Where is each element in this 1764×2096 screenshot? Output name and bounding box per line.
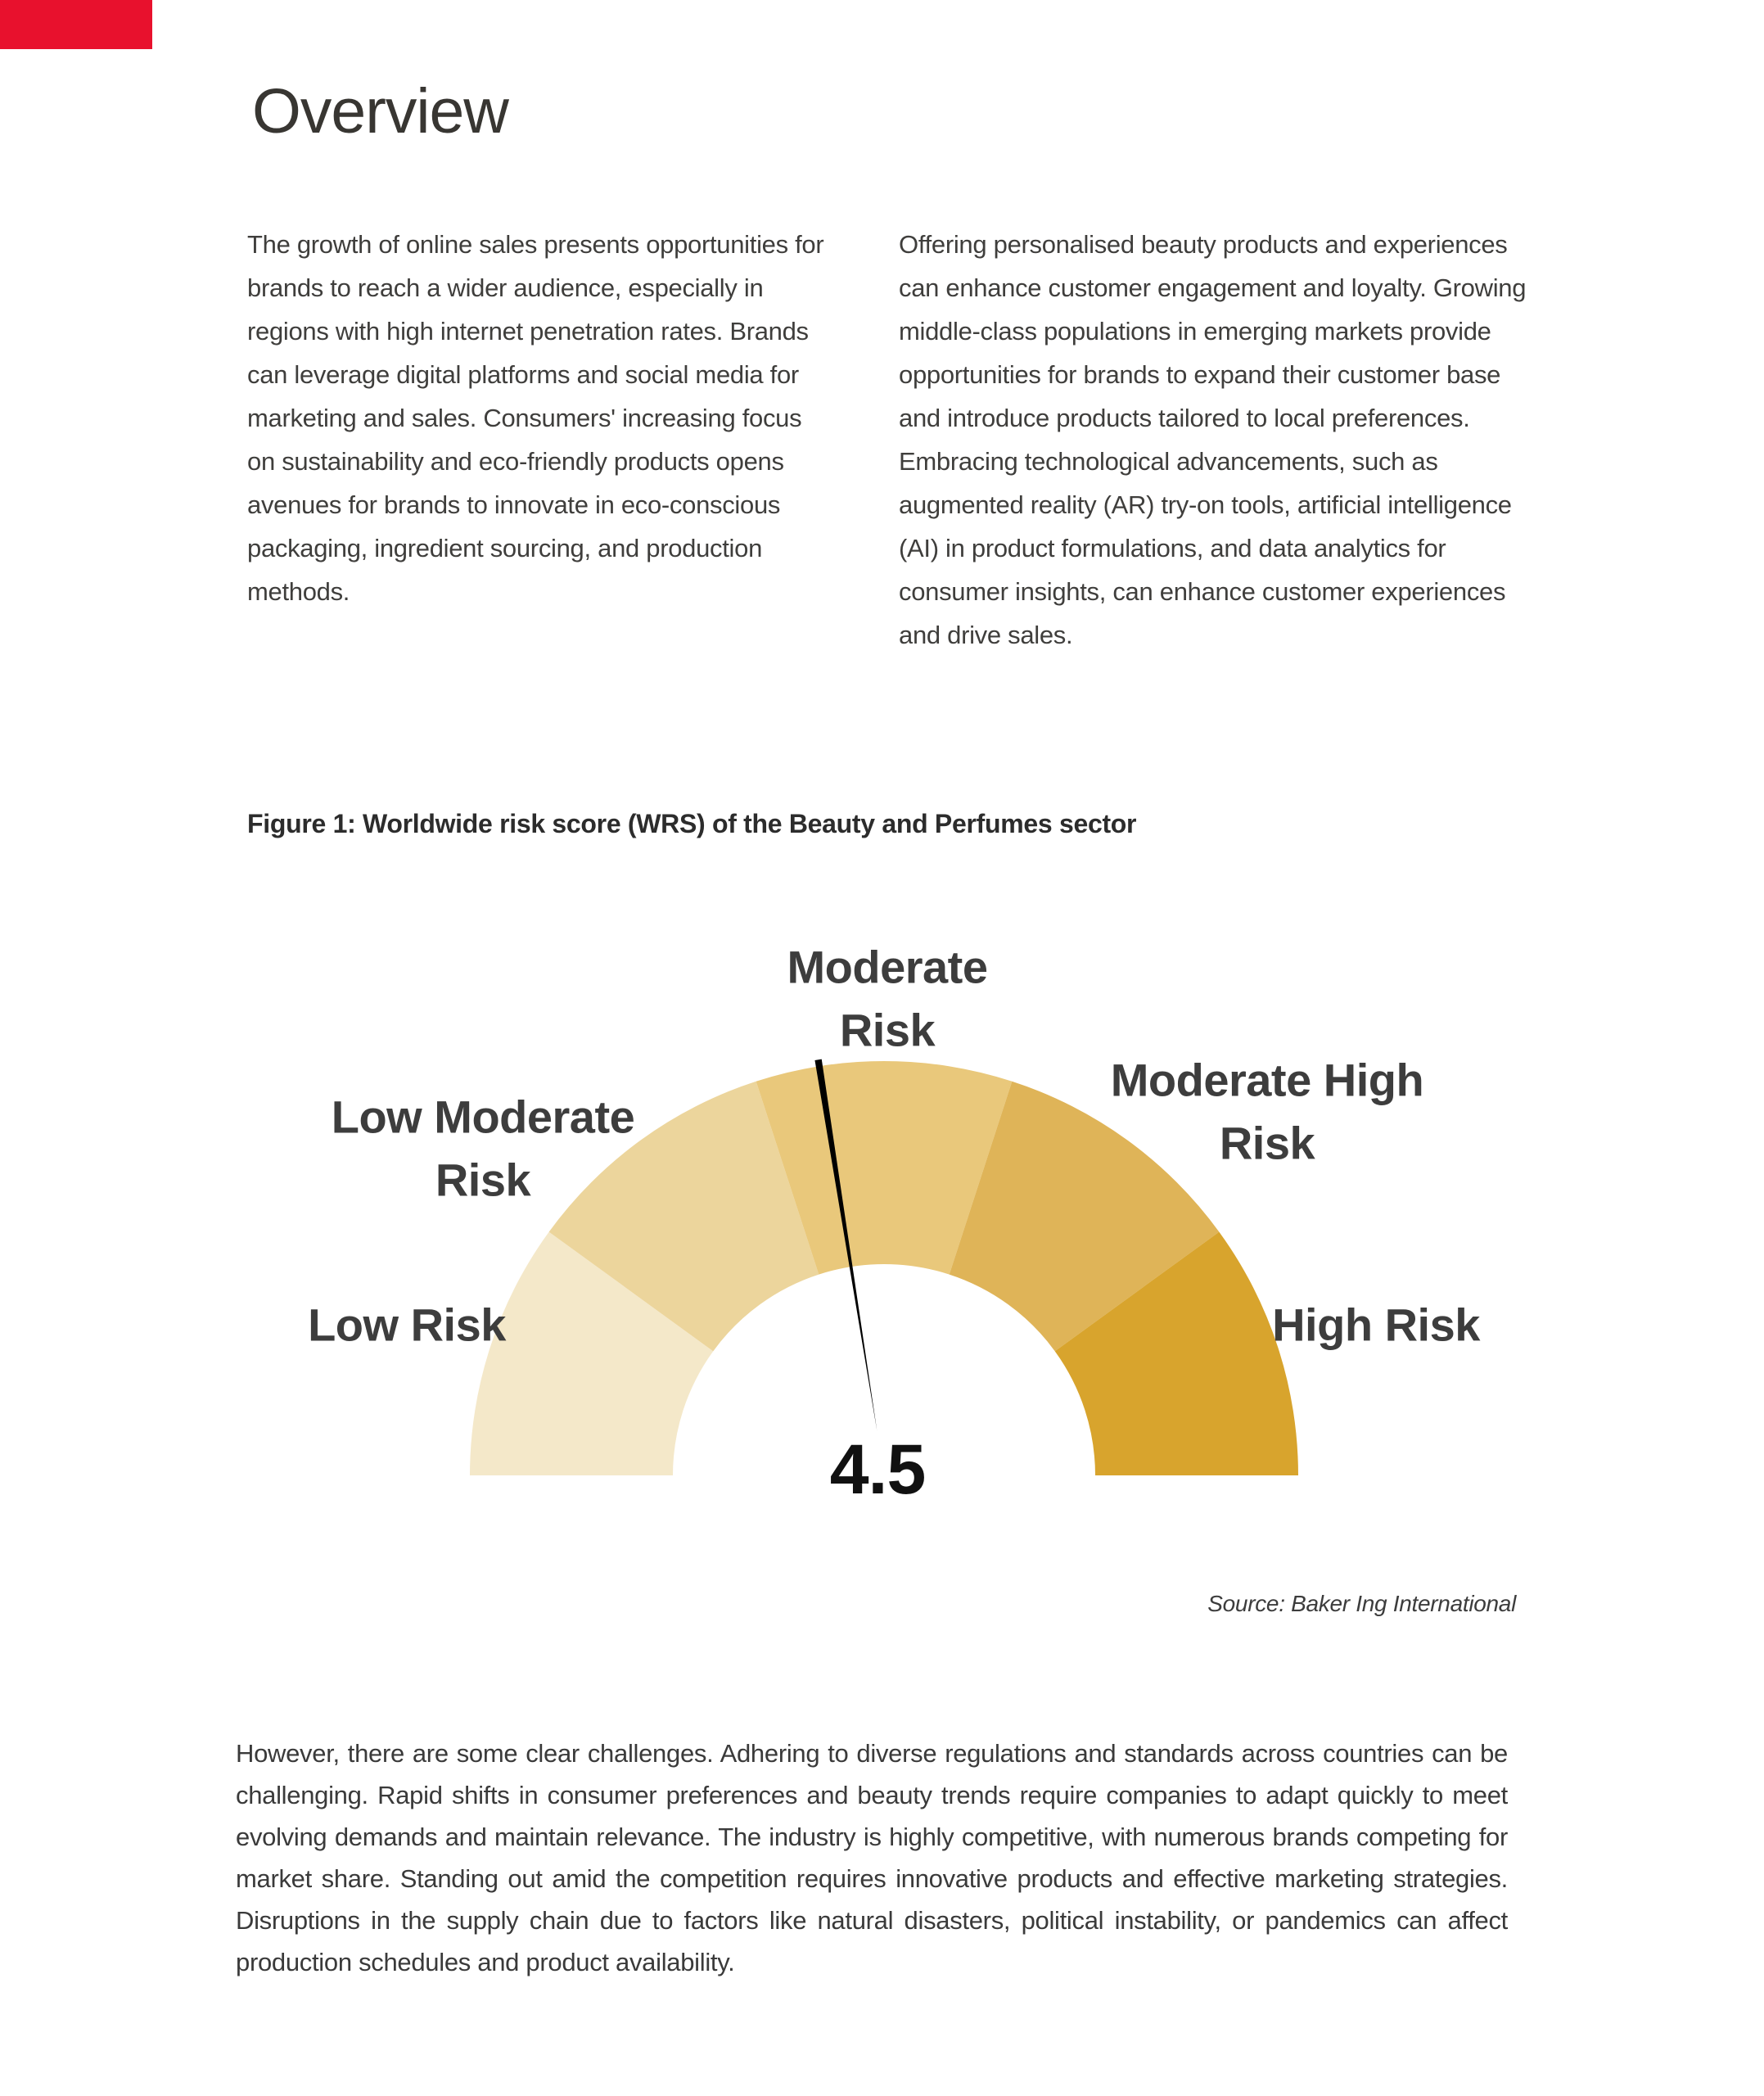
- closing-paragraph: However, there are some clear challenges. Adhering to diverse regulations and standards across countries can be challenging. Rapid shifts in consumer preferences and beauty trends require companies to adapt quickly to meet evolving demands and maintain relevance. The industry is highly competitive, with numerous brands competing for market share. Standing out amid the competition requires innovative products and effective marketing strategies. Disruptions in the supply chain due to factors like natural disasters, political instability, or pandemics can affect production schedules and product availability.: [236, 1739, 1508, 1976]
- gauge-label-moderate-high-risk: Moderate High Risk: [1110, 1054, 1424, 1169]
- source-note: Source: Baker Ing International: [1207, 1591, 1516, 1616]
- gauge-label-high-risk: High Risk: [1272, 1299, 1480, 1351]
- intro-paragraph-right: Offering personalised beauty products and experiences can enhance customer engagement and loyalty. Growing middle-class populations in emerging markets provide opportunities for brands to expand their customer base and introduce products tailored to local preferences. Embracing technological advancements, such as augmented reality (AR) try-on tools, artificial intelligence (AI) in product formulations, and data analytics for consumer insights, can enhance customer experiences and drive sales.: [899, 230, 1527, 649]
- figure-caption: Figure 1: Worldwide risk score (WRS) of the Beauty and Perfumes sector: [247, 809, 1137, 838]
- gauge-label-low-risk: Low Risk: [308, 1299, 506, 1351]
- brand-corner-bar: [0, 0, 152, 49]
- page-title: Overview: [252, 76, 508, 147]
- gauge-label-low-moderate-risk: Low Moderate Risk: [331, 1091, 635, 1206]
- gauge-value: 4.5: [829, 1430, 926, 1509]
- intro-paragraph-left: The growth of online sales presents opportunities for brands to reach a wider audience, especially in regions with high internet penetration rates. Brands can leverage digital platforms and social media for marketing and sales. Consumers' increasing focus on sustainability and eco-friendly products opens avenues for brands to innovate in eco-conscious packaging, ingredient sourcing, and production methods.: [247, 230, 824, 606]
- gauge-label-moderate-risk: Moderate Risk: [787, 941, 988, 1056]
